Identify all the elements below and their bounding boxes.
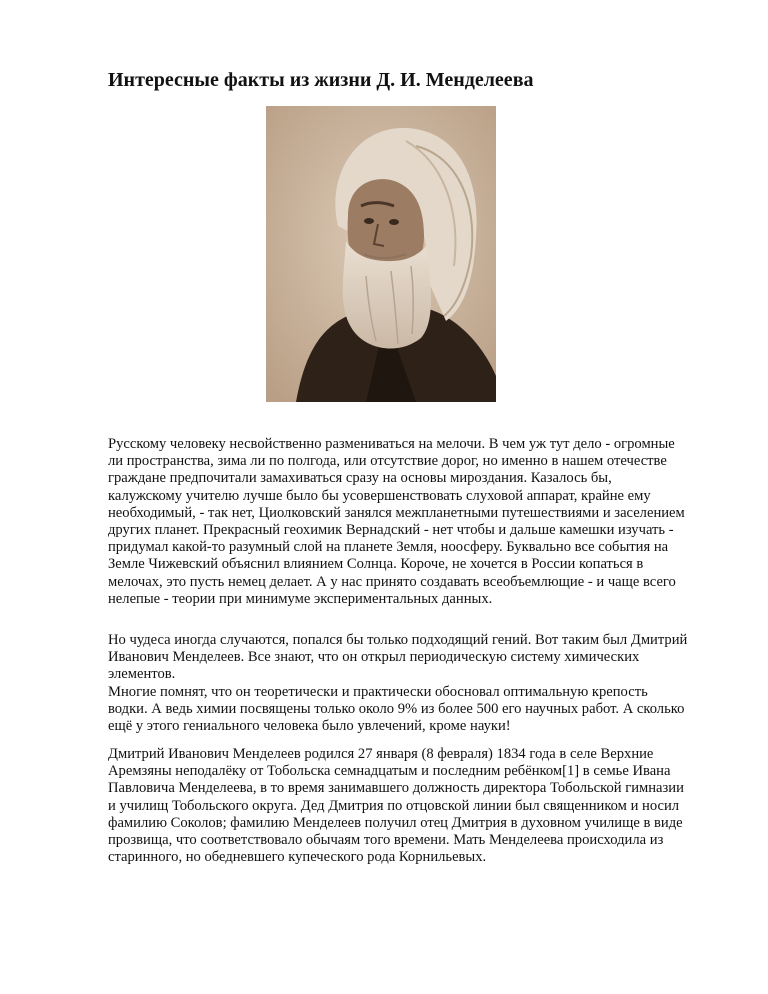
paragraph-genius: Но чудеса иногда случаются, попался бы только подходящий гений. Вот таким был Дмитрий Иванович Менделеев. Все знают, что он открыл периодическую систему химических элементов. [108,632,688,683]
portrait-image [266,106,496,402]
paragraph-biography: Дмитрий Иванович Менделеев родился 27 января (8 февраля) 1834 года в селе Верхние Аремзяны неподалёку от Тобольска семнадцатым и последним ребёнком[1] в семье Ивана Павловича Менделеева, в то время занимавшего должность директора Тобольской гимназии и училищ Тобольского округа. Дед Дмитрия по отцовской линии был священником и носил фамилию Соколов; фамилию Менделеев получил отец Дмитрия в духовном училище в виде прозвища, что соответствовало обычаям того времени. Мать Менделеева происходила из старинного, но обедневшего купеческого рода Корнильевых. [108,746,684,866]
paragraph-intro: Русскому человеку несвойственно размениваться на мелочи. В чем уж тут дело - огромные ли пространства, зима ли по полгода, или отсутствие дорог, но именно в нашем отечестве граждане предпочитали замахиваться сразу на основы мироздания. Казалось бы, калужскому учителю лучше было бы усовершенствовать слуховой аппарат, крайне ему необходимый, - так нет, Циолковский занялся межпланетными путешествиями и заселением других планет. Прекрасный геохимик Вернадский - нет чтобы и дальше камешки изучать - придумал какой-то разумный слой на планете Земля, ноосферу. Буквально все события на Земле Чижевский объяснил влиянием Солнца. Короче, не хочется в России копаться в мелочах, это пусть немец делает. А у нас принято создавать всеобъемлющие - и чаще всего нелепые - теории при минимуме экспериментальных данных. [108,436,685,607]
paragraph-vodka: Многие помнят, что он теоретически и практически обосновал оптимальную крепость водки. А ведь химии посвящены только около 9% из более 500 его научных работ. А сколько ещё у этого гениального человека было увлечений, кроме науки! [108,683,685,735]
page-title: Интересные факты из жизни Д. И. Менделеева [108,69,534,91]
paragraph-genius-block [108,632,688,735]
